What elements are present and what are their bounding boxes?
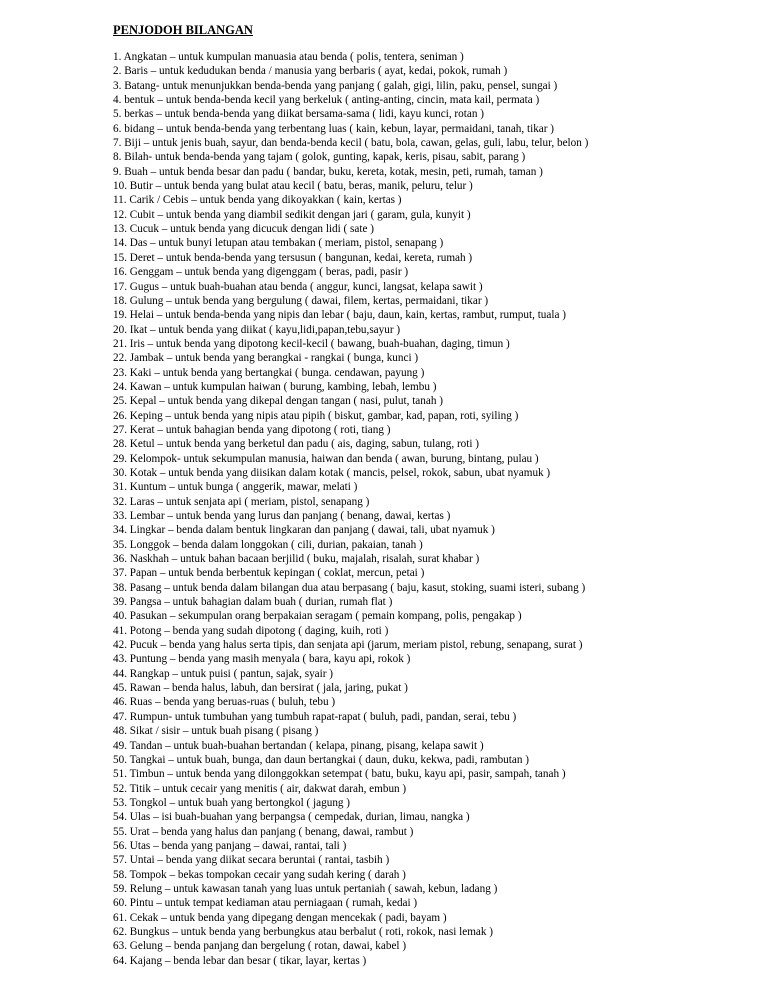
document-title: PENJODOH BILANGAN <box>113 23 253 37</box>
list-item: 10. Butir – untuk benda yang bulat atau kecil ( batu, beras, manik, peluru, telur ) <box>113 180 473 193</box>
list-item: 26. Keping – untuk benda yang nipis atau pipih ( biskut, gambar, kad, papan, roti, syiling ) <box>113 409 519 422</box>
document-content <box>113 22 753 968</box>
list-item: 58. Tompok – bekas tompokan cecair yang sudah kering ( darah ) <box>113 868 406 881</box>
list-item: 59. Relung – untuk kawasan tanah yang luas untuk pertaniah ( sawah, kebun, ladang ) <box>113 882 498 895</box>
list-item: 50. Tangkai – untuk buah, bunga, dan daun bertangkai ( daun, duku, kekwa, padi, rambutan ) <box>113 753 529 766</box>
list-item: 4. bentuk – untuk benda-benda kecil yang berkeluk ( anting-anting, cincin, mata kail, permata ) <box>113 94 540 107</box>
list-item: 34. Lingkar – benda dalam bentuk lingkaran dan panjang ( dawai, tali, ubat nyamuk ) <box>113 524 495 537</box>
list-item: 30. Kotak – untuk benda yang diisikan dalam kotak ( mancis, pelsel, rokok, sabun, ubat nyamuk ) <box>113 466 551 479</box>
list-item: 36. Naskhah – untuk bahan bacaan berjilid ( buku, majalah, risalah, surat khabar ) <box>113 553 480 566</box>
list-item: 62. Bungkus – untuk benda yang berbungkus atau berbalut ( roti, rokok, nasi lemak ) <box>113 925 493 938</box>
list-item: 5. berkas – untuk benda-benda yang diikat bersama-sama ( lidi, kayu kunci, rotan ) <box>113 108 484 121</box>
list-item: 55. Urat – benda yang halus dan panjang ( benang, dawai, rambut ) <box>113 825 414 838</box>
list-item: 11. Carik / Cebis – untuk benda yang dikoyakkan ( kain, kertas ) <box>113 194 402 207</box>
list-item: 13. Cucuk – untuk benda yang dicucuk dengan lidi ( sate ) <box>113 223 374 236</box>
list-item: 8. Bilah- untuk benda-benda yang tajam ( golok, gunting, kapak, keris, pisau, sabit, parang ) <box>113 151 526 164</box>
list-item: 47. Rumpun- untuk tumbuhan yang tumbuh rapat-rapat ( buluh, padi, pandan, serai, tebu ) <box>113 710 517 723</box>
list-item: 35. Longgok – benda dalam longgokan ( cili, durian, pakaian, tanah ) <box>113 538 423 551</box>
list-item: 9. Buah – untuk benda besar dan padu ( bandar, buku, kereta, kotak, mesin, peti, rumah, taman ) <box>113 165 543 178</box>
list-item: 57. Untai – benda yang diikat secara beruntai ( rantai, tasbih ) <box>113 854 390 867</box>
list-item: 14. Das – untuk bunyi letupan atau tembakan ( meriam, pistol, senapang ) <box>113 237 444 250</box>
list-item: 54. Ulas – isi buah-buahan yang berpangsa ( cempedak, durian, limau, nangka ) <box>113 811 470 824</box>
list-item: 56. Utas – benda yang panjang – dawai, rantai, tali ) <box>113 839 347 852</box>
list-item: 7. Biji – untuk jenis buah, sayur, dan benda-benda kecil ( batu, bola, cawan, gelas, guli, labu, telur, belon ) <box>113 137 589 150</box>
title-spacer <box>113 38 753 50</box>
list-item: 6. bidang – untuk benda-benda yang terbentang luas ( kain, kebun, layar, permaidani, tanah, tikar ) <box>113 122 554 135</box>
list-item: 2. Baris – untuk kedudukan benda / manusia yang berbaris ( ayat, kedai, pokok, rumah ) <box>113 65 508 78</box>
list-item: 27. Kerat – untuk bahagian benda yang dipotong ( roti, tiang ) <box>113 423 391 436</box>
list-item: 40. Pasukan – sekumpulan orang berpakaian seragam ( pemain kompang, polis, pengakap ) <box>113 610 522 623</box>
list-item: 41. Potong – benda yang sudah dipotong ( daging, kuih, roti ) <box>113 624 389 637</box>
list-item: 37. Papan – untuk benda berbentuk kepingan ( coklat, mercun, petai ) <box>113 567 425 580</box>
list-item: 15. Deret – untuk benda-benda yang tersusun ( bangunan, kedai, kereta, rumah ) <box>113 251 473 264</box>
list-item: 49. Tandan – untuk buah-buahan bertandan ( kelapa, pinang, pisang, kelapa sawit ) <box>113 739 484 752</box>
list-item: 32. Laras – untuk senjata api ( meriam, pistol, senapang ) <box>113 495 370 508</box>
list-item: 12. Cubit – untuk benda yang diambil sedikit dengan jari ( garam, gula, kunyit ) <box>113 208 471 221</box>
list-item: 63. Gelung – benda panjang dan bergelung ( rotan, dawai, kabel ) <box>113 940 407 953</box>
list-item: 61. Cekak – untuk benda yang dipegang dengan mencekak ( padi, bayam ) <box>113 911 447 924</box>
list-item: 18. Gulung – untuk benda yang bergulung ( dawai, filem, kertas, permaidani, tikar ) <box>113 294 489 307</box>
list-item: 60. Pintu – untuk tempat kediaman atau perniagaan ( rumah, kedai ) <box>113 897 418 910</box>
list-item: 43. Puntung – benda yang masih menyala ( bara, kayu api, rokok ) <box>113 653 411 666</box>
list-item: 42. Pucuk – benda yang halus serta tipis, dan senjata api (jarum, meriam pistol, rebung, senapang, surat ) <box>113 639 583 652</box>
list-item: 39. Pangsa – untuk bahagian dalam buah ( durian, rumah flat ) <box>113 596 393 609</box>
list-item: 48. Sikat / sisir – untuk buah pisang ( pisang ) <box>113 725 319 738</box>
list-item: 31. Kuntum – untuk bunga ( anggerik, mawar, melati ) <box>113 481 358 494</box>
list-item: 25. Kepal – untuk benda yang dikepal dengan tangan ( nasi, pulut, tanah ) <box>113 395 443 408</box>
list-item: 1. Angkatan – untuk kumpulan manuasia atau benda ( polis, tentera, seniman ) <box>113 51 464 63</box>
list-item: 53. Tongkol – untuk buah yang bertongkol ( jagung ) <box>113 796 351 809</box>
list-item: 64. Kajang – benda lebar dan besar ( tikar, layar, kertas ) <box>113 954 367 967</box>
list-item: 19. Helai – untuk benda-benda yang nipis dan lebar ( baju, daun, kain, kertas, rambut, rumput, tuala ) <box>113 309 566 322</box>
list-item: 3. Batang- untuk menunjukkan benda-benda yang panjang ( galah, gigi, lilin, paku, pensel, sungai ) <box>113 79 558 92</box>
list-item: 23. Kaki – untuk benda yang bertangkai ( bunga. cendawan, payung ) <box>113 366 425 379</box>
list-item: 33. Lembar – untuk benda yang lurus dan panjang ( benang, dawai, kertas ) <box>113 510 451 522</box>
list-item: 46. Ruas – benda yang beruas-ruas ( buluh, tebu ) <box>113 696 336 709</box>
list-item: 28. Ketul – untuk benda yang berketul dan padu ( ais, daging, sabun, tulang, roti ) <box>113 438 479 451</box>
list-item: 51. Timbun – untuk benda yang dilonggokkan setempat ( batu, buku, kayu api, pasir, sampah, tanah ) <box>113 768 566 781</box>
list-item: 44. Rangkap – untuk puisi ( pantun, sajak, syair ) <box>113 667 333 680</box>
list-item: 17. Gugus – untuk buah-buahan atau benda ( anggur, kunci, langsat, kelapa sawit ) <box>113 280 483 293</box>
list-item: 45. Rawan – benda halus, labuh, dan bersirat ( jala, jaring, pukat ) <box>113 682 408 695</box>
list-item: 21. Iris – untuk benda yang dipotong kecil-kecil ( bawang, buah-buahan, daging, timun ) <box>113 337 510 350</box>
list-item: 38. Pasang – untuk benda dalam bilangan dua atau berpasang ( baju, kasut, stoking, suami isteri, subang ) <box>113 581 586 594</box>
list-item: 16. Genggam – untuk benda yang digenggam ( beras, padi, pasir ) <box>113 266 409 279</box>
list-item: 22. Jambak – untuk benda yang berangkai - rangkai ( bunga, kunci ) <box>113 352 419 365</box>
list-item: 29. Kelompok- untuk sekumpulan manusia, haiwan dan benda ( awan, burung, bintang, pulau ) <box>113 452 539 465</box>
list-item: 24. Kawan – untuk kumpulan haiwan ( burung, kambing, lebah, lembu ) <box>113 380 437 393</box>
classifier-list <box>113 50 753 968</box>
list-item: 52. Titik – untuk cecair yang menitis ( air, dakwat darah, embun ) <box>113 782 407 795</box>
list-item: 20. Ikat – untuk benda yang diikat ( kayu,lidi,papan,tebu,sayur ) <box>113 323 401 336</box>
